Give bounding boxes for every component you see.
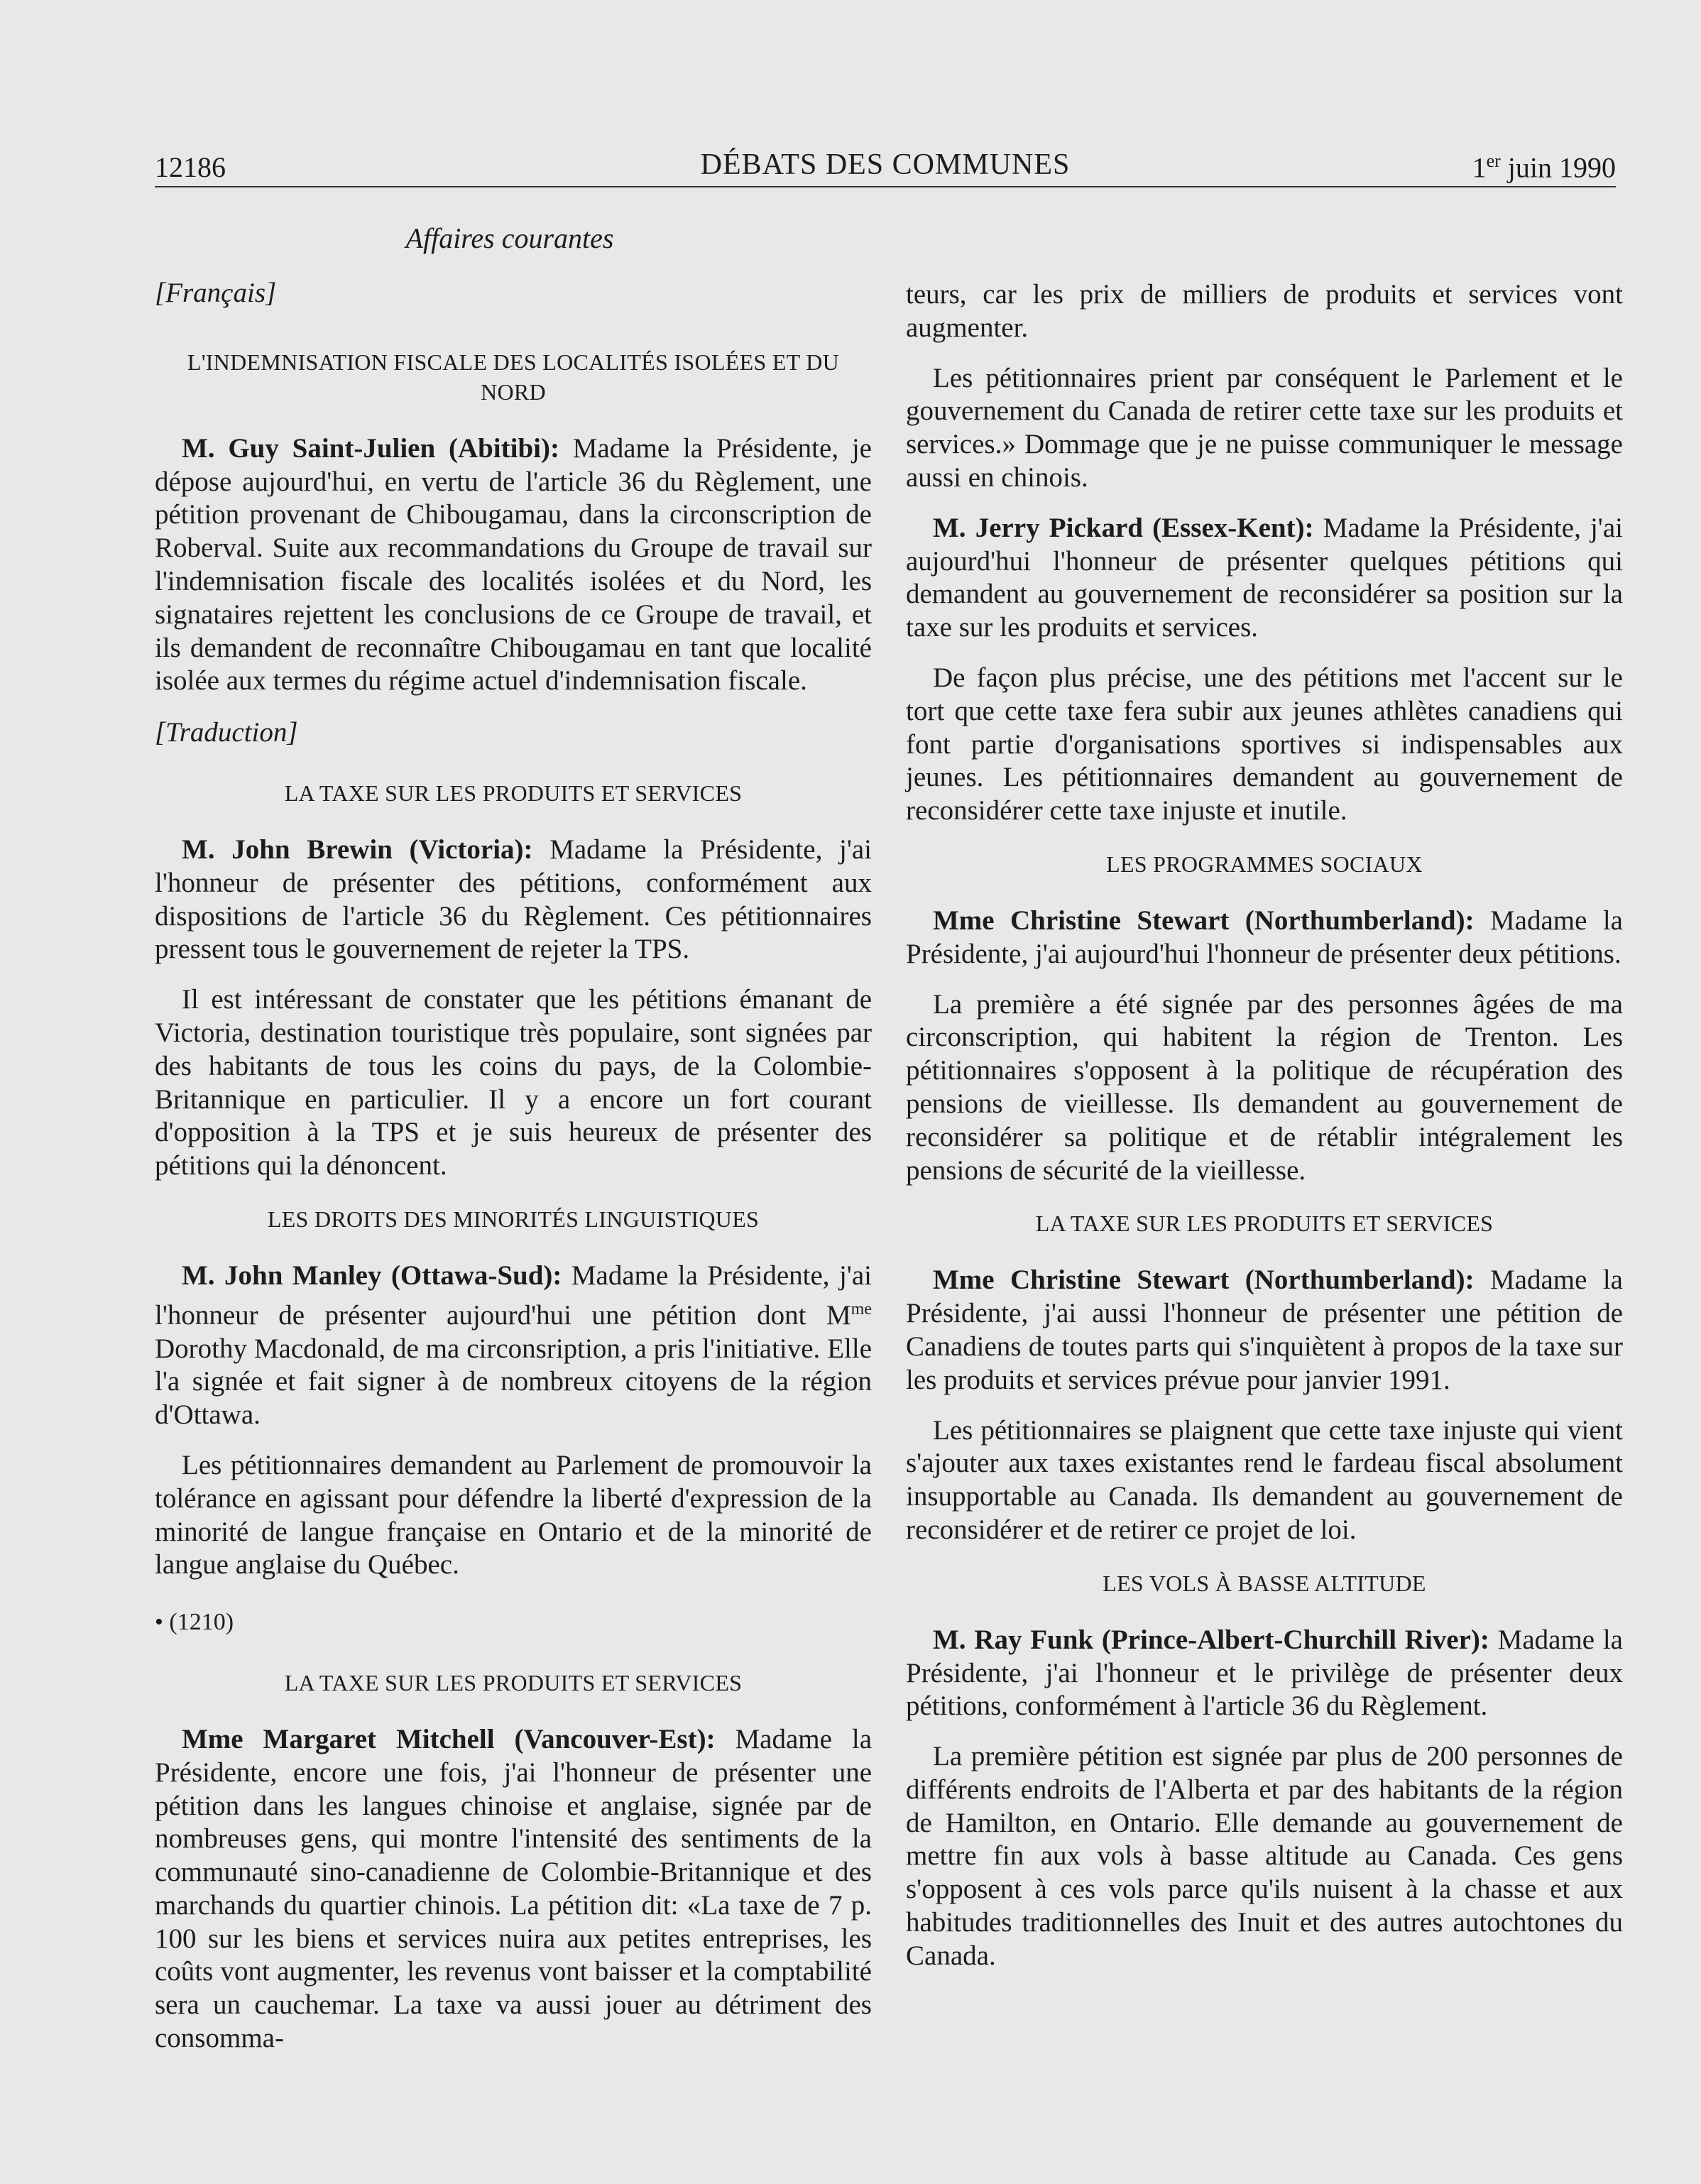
paragraph-text: Madame la Présidente, j'ai aujourd'hui l'honneur de présenter deux pétitions. [906, 905, 1623, 969]
page-header [155, 146, 1616, 187]
language-note: [Français] [155, 278, 277, 308]
section-heading: LES VOLS À BASSE ALTITUDE [1103, 1570, 1426, 1596]
paragraph-text: Madame la Présidente, j'ai aujourd'hui l'honneur de présenter quelques pétitions qui demandent au gouvernement de reconsidérer sa position sur la taxe sur les produits et services. [906, 512, 1623, 643]
paragraph [906, 1264, 1623, 1397]
paragraph: teurs, car les prix de milliers de produits et services vont augmenter. [906, 279, 1623, 343]
right-column [906, 278, 1623, 1973]
publication-date [1472, 151, 1616, 184]
paragraph: La première pétition est signée par plus de 200 personnes de différents endroits de l'Alberta et par des habitants de la région de Hamilton, en Ontario. Elle demande au gouvernement de mettre fin aux vols à basse altitude au Canada. Ces gens s'opposent à ces vols parce qu'ils nuisent à la chasse et aux habitudes traditionnelles des Inuit et des autres autochtones du Canada. [906, 1741, 1623, 1971]
date-rest: juin 1990 [1500, 151, 1616, 184]
paragraph: De façon plus précise, une des pétitions met l'accent sur le tort que cette taxe fera subir aux jeunes athlètes canadiens qui font partie d'organisations sportives si indispensables aux jeunes. Les pétitionnaires demandent au gouvernement de reconsidérer cette taxe injuste et inutile. [906, 662, 1623, 826]
section-heading: LES PROGRAMMES SOCIAUX [1106, 851, 1423, 877]
section-heading: L'INDEMNISATION FISCALE DES LOCALITÉS ISOLÉES ET DU NORD [187, 349, 840, 405]
paragraph-text: Madame la Présidente, je dépose aujourd'hui, en vertu de l'article 36 du Règlement, une pétition provenant de Chibougamau, dans la circonscription de Roberval. Suite aux recommandations du Groupe de travail sur l'indemnisation fiscale des localités isolées et du Nord, les signataires rejettent les conclusions de ce Groupe de travail, et ils demandent de reconnaître Chibougamau en tant que localité isolée aux termes du régime actuel d'indemnisation fiscale. [155, 432, 872, 697]
date-superscript: er [1486, 151, 1501, 171]
speaker-name: M. John Brewin (Victoria): [182, 834, 533, 865]
speaker-name: M. Ray Funk (Prince-Albert-Churchill River): [933, 1624, 1489, 1655]
speaker-name: Mme Margaret Mitchell (Vancouver-Est): [182, 1723, 716, 1754]
speaker-name: M. Guy Saint-Julien (Abitibi): [182, 432, 559, 464]
language-note: [Traduction] [155, 717, 298, 748]
section-heading: LA TAXE SUR LES PRODUITS ET SERVICES [1035, 1211, 1494, 1237]
date-day: 1 [1472, 151, 1487, 184]
section-heading: LA TAXE SUR LES PRODUITS ET SERVICES [284, 780, 743, 806]
section-heading: LES DROITS DES MINORITÉS LINGUISTIQUES [267, 1206, 760, 1232]
section-heading: LA TAXE SUR LES PRODUITS ET SERVICES [284, 1669, 743, 1696]
paragraph-text: Madame la Présidente, j'ai l'honneur de présenter aujourd'hui une pétition dont M [155, 1260, 872, 1331]
paragraph: Les pétitionnaires demandent au Parlement de promouvoir la tolérance en agissant pour défendre la liberté d'expression de la minorité de langue française en Ontario et de la minorité de langue anglaise du Québec. [155, 1449, 872, 1580]
paragraph [906, 1624, 1623, 1723]
paragraph [155, 1723, 872, 2055]
paragraph-text: Madame la Présidente, encore une fois, j'ai l'honneur de présenter une pétition dans les langues chinoise et anglaise, signée par de nombreuses gens, qui montre l'intensité des sentiments de la communauté sino-canadienne de Colombie-Britannique et des marchands du quartier chinois. La pétition dit: «La taxe de 7 p. 100 sur les biens et services nuira aux petites entreprises, les coûts vont augmenter, les revenus vont baisser et la comptabilité sera un cauchemar. La taxe va aussi jouer au détriment des consomma- [155, 1723, 872, 2054]
speaker-name: M. Jerry Pickard (Essex-Kent): [933, 512, 1314, 543]
superscript: me [851, 1299, 872, 1318]
paragraph-text: Madame la Présidente, j'ai aussi l'honneur de présenter une pétition de Canadiens de toutes parts qui s'inquiètent à propos de la taxe sur les produits et services prévue pour janvier 1991. [906, 1265, 1623, 1395]
publication-title: DÉBATS DES COMMUNES [700, 148, 1071, 181]
time-marker: • (1210) [155, 1609, 234, 1636]
paragraph: Les pétitionnaires prient par conséquent le Parlement et le gouvernement du Canada de retirer cette taxe sur les produits et services.» Dommage que je ne puisse communiquer le message aussi en chinois. [906, 362, 1623, 493]
paragraph-text: Madame la Présidente, j'ai l'honneur et le privilège de présenter deux pétitions, conformément à l'article 36 du Règlement. [906, 1624, 1623, 1722]
speaker-name: Mme Christine Stewart (Northumberland): [933, 905, 1475, 936]
paragraph [906, 512, 1623, 645]
paragraph: La première a été signée par des personnes âgées de ma circonscription, qui habitent la région de Trenton. Les pétitionnaires s'opposent à la politique de récupération des pensions de vieillesse. Ils demandent au gouvernement de reconsidérer sa politique et de rétablir intégralement les pensions de sécurité de la vieillesse. [906, 988, 1623, 1186]
speaker-name: Mme Christine Stewart (Northumberland): [933, 1265, 1475, 1296]
page-number: 12186 [155, 151, 226, 183]
section-label: Affaires courantes [405, 222, 614, 254]
left-column [155, 277, 872, 2055]
paragraph [155, 432, 872, 698]
paragraph-text: Madame la Présidente, j'ai l'honneur de présenter des pétitions, conformément aux dispositions de l'article 36 du Règlement. Ces pétitionnaires pressent tous le gouvernement de rejeter la TPS. [155, 834, 873, 965]
paragraph [155, 1260, 872, 1432]
paragraph [155, 834, 872, 966]
paragraph: Les pétitionnaires se plaignent que cette taxe injuste qui vient s'ajouter aux taxes existantes rend le fardeau fiscal absolument insupportable au Canada. Ils demandent au gouvernement de reconsidérer et de retirer ce projet de loi. [906, 1414, 1623, 1545]
paragraph [906, 905, 1623, 971]
paragraph: Il est intéressant de constater que les pétitions émanant de Victoria, destination touristique très populaire, sont signées par des habitants de tous les coins du pays, de la Colombie-Britannique en particulier. Il y a encore un fort courant d'opposition à la TPS et je suis heureux de présenter des pétitions qui la dénoncent. [155, 984, 872, 1181]
speaker-name: M. John Manley (Ottawa-Sud): [182, 1260, 562, 1291]
paragraph-text: Dorothy Macdonald, de ma circonsription, a pris l'initiative. Elle l'a signée et fait signer à de nombreux citoyens de la région d'Ottawa. [155, 1333, 872, 1431]
